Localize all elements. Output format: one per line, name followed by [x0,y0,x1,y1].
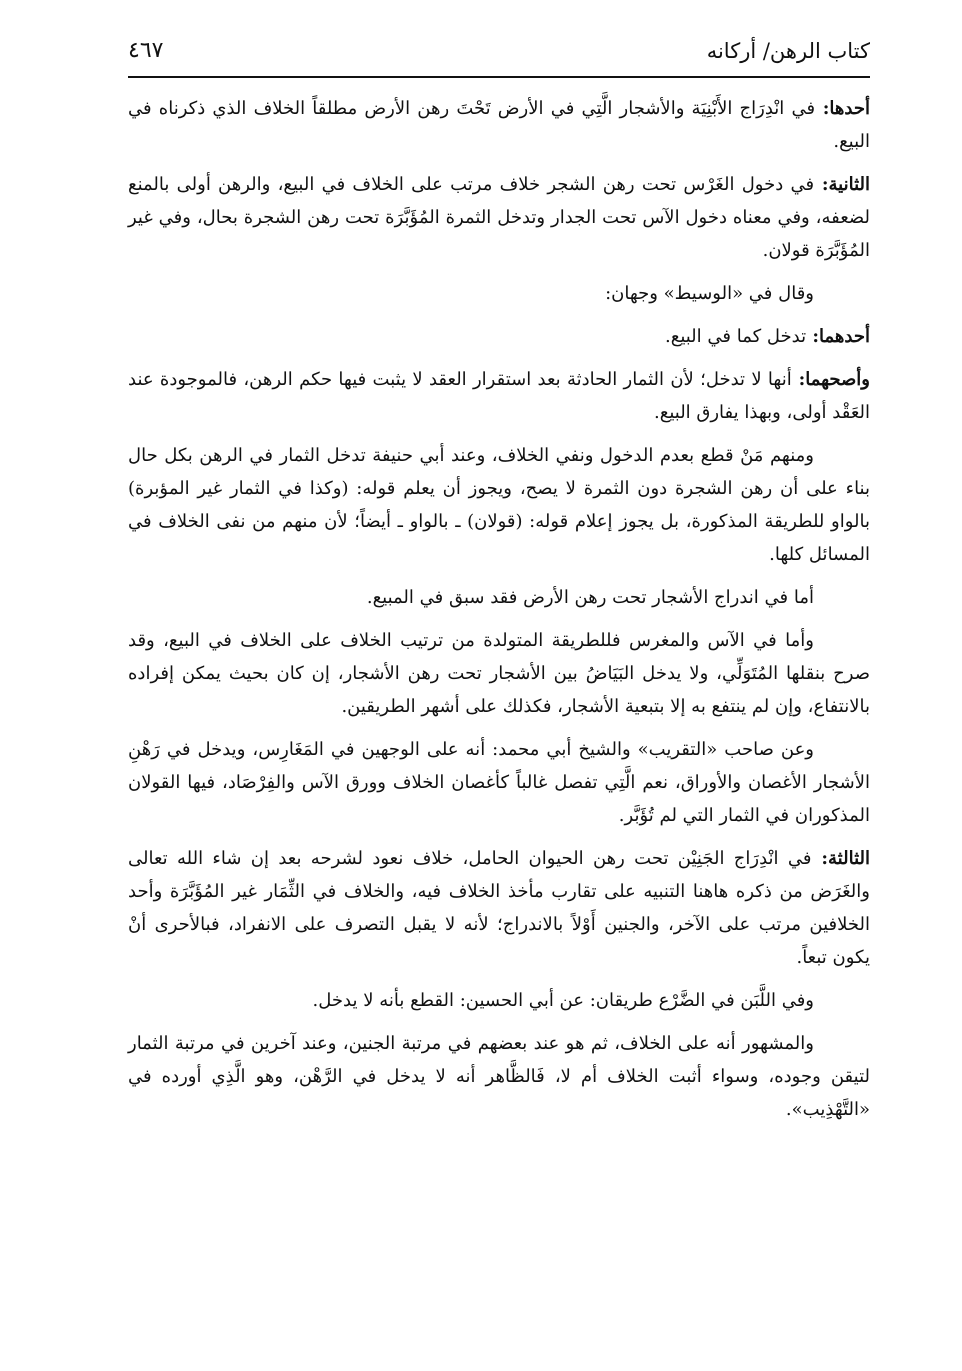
paragraph-lead: وأصحهما: [791,369,870,390]
paragraph-text: في انْدِرَاج الجَنِيْن تحت رهن الحيوان الحامل، خلاف نعود لشرحه بعد إن شاء الله تعالى والغَرَض من ذكره هاهنا التنبيه على تقارب مأخذ الخلاف فيه، والخلاف في الثِّمَار غير المُؤَبَّرَة وأحد الخلافين مرتب على الآخر، والجنين أَوْلاً بالاندراج؛ لأنه لا يقبل التصرف على الانفراد، فبالأحرى أنْ يكون تبعاً. [128,848,870,968]
paragraph-text: وفي اللَّبَن في الضَّرْع طريقان: عن أبي الحسين: القطع بأنه لا يدخل. [312,990,814,1011]
paragraph-wasit-quote [128,277,870,310]
paragraph-milk-in-udder [128,984,870,1017]
paragraph-abu-hanifa [128,439,870,571]
paragraph-sounder-view [128,363,870,429]
paragraph-third-ruling [128,842,870,974]
paragraph-second-ruling [128,168,870,267]
running-title: كتاب الرهن/ أركانه [706,39,870,63]
paragraph-text: وعن صاحب «التقريب» والشيخ أبي محمد: أنه على الوجهين في المَغَارِس، ويدخل في رَهْنِ الأشجار الأغصان والأوراق، نعم الَّتِي تفصل غالباً كأغصان الخلاف وورق الآس والفِرْصَاد، فيها القولان المذكوران في الثمار التي لم تُؤَبَّر. [128,739,870,826]
paragraph-lead: الثالثة: [811,848,870,869]
paragraph-lead: الثانية: [814,174,871,195]
paragraph-text: أنها لا تدخل؛ لأن الثمار الحادثة بعد استقرار العقد لا يثبت فيها حكم الرهن، فالموجودة عند العَقْد أولى، وبهذا يفارق البيع. [128,369,870,423]
page-header [128,30,870,74]
paragraph-text: ومنهم مَنْ قطع بعدم الدخول ونفي الخلاف، وعند أبي حنيفة تدخل الثمار في الرهن بكل حال بناء على أن رهن الشجرة دون الثمرة لا يصح، ويجوز أن يعلم قوله: (وكذا في الثمار غير المؤبرة) بالواو للطريقة المذكورة، بل يجوز إعلام قوله: (قولان) ـ بالواو ـ أيضاً؛ لأن منهم من نفى الخلاف في المسائل كلها. [128,445,870,565]
paragraph-first-ruling [128,92,870,158]
header-divider [128,76,870,78]
paragraph-text: في دخول الغَرْس تحت رهن الشجر خلاف مرتب على الخلاف في البيع، والرهن أولى بالمنع لضعفه، وفي معناه دخول الآس تحت الجدار وتدخل الثمرة المُؤَبَّرَة تحت رهن الشجرة بحال، وفي غير المُؤَبَّرَة قولان. [128,174,870,261]
paragraph-text: تدخل كما في البيع. [665,326,807,347]
paragraph-first-view [128,320,870,353]
paragraph-text: وقال في «الوسيط» وجهان: [605,283,814,304]
paragraph-myrtle-and-plots [128,624,870,723]
paragraph-text: في انْدِرَاج الأَبْنِيَة والأشجار الَّتِي في الأرض تَحْتَ رهن الأرض مطلقاً الخلاف الذي ذكرناه في البيع. [128,98,870,152]
paragraph-lead: أحدها: [815,98,870,119]
paragraph-lead: أحدهما: [806,326,870,347]
paragraph-text: والمشهور أنه على الخلاف، ثم هو عند بعضهم في مرتبة الجنين، وعند آخرين في مرتبة الثمار لتيقن وجوده، وسواء أثبت الخلاف أم لا، فَالظَّاهر أنه لا يدخل في الرَّهْن، وهو الَّذِي أورده في «التَّهْذِيب». [128,1033,870,1120]
paragraph-taqrib [128,733,870,832]
page-number: ٤٦٧ [128,38,164,63]
paragraph-trees-under-land [128,581,870,614]
body-text [128,92,870,1136]
paragraph-text: أما في اندراج الأشجار تحت رهن الأرض فقد سبق في المبيع. [366,587,814,608]
paragraph-text: وأما في الآس والمغرس فللطريقة المتولدة من ترتيب الخلاف على الخلاف في البيع، وقد صرح بنقلها المُتَوَلِّي، ولا يدخل البَيَاضُ بين الأشجار تحت رهن الأشجار، إن كان بحيث يمكن إفراده بالانتفاع، وإن لم ينتفع به إلا بتبعية الأشجار، فكذلك على أشهر الطريقين. [128,630,870,717]
paragraph-well-known-view [128,1027,870,1126]
